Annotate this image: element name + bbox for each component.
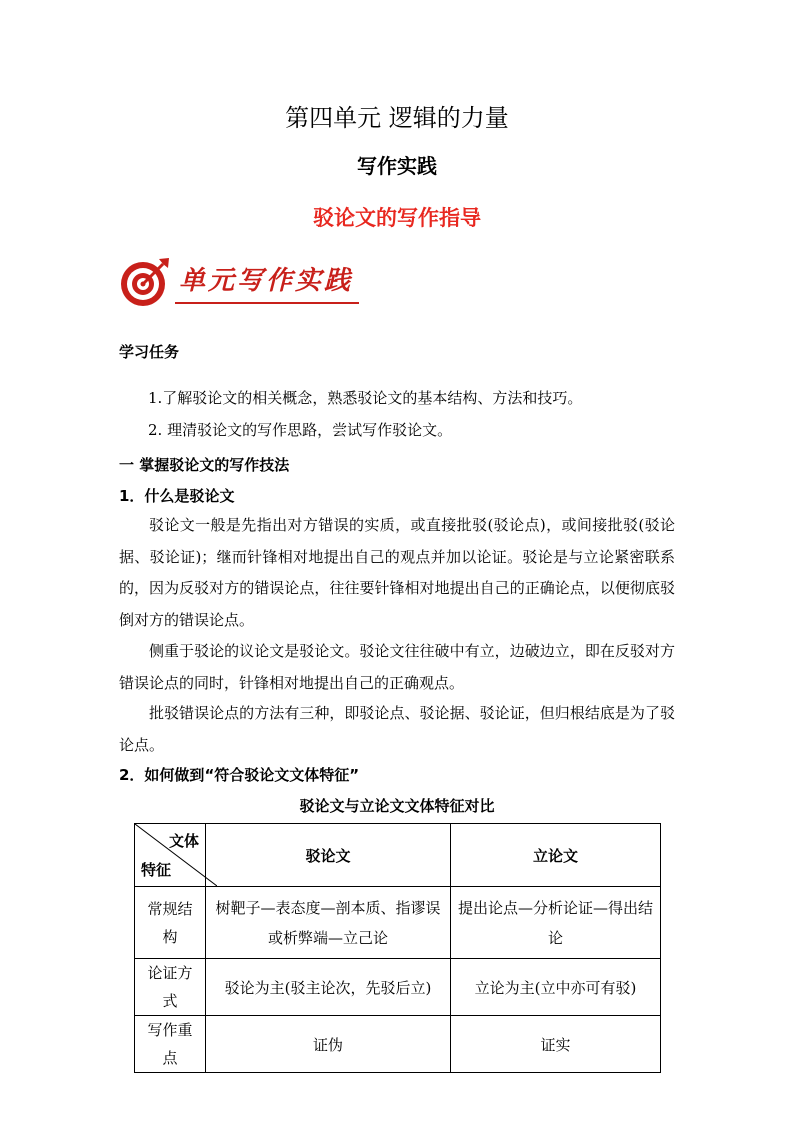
sub1-heading: 1．什么是驳论文 [119, 487, 235, 505]
row-label: 常规结构 [135, 887, 206, 959]
sub2-heading: 2．如何做到“符合驳论文文体特征” [119, 766, 360, 784]
corner-bottom-label: 特征 [141, 861, 172, 879]
document-title: 驳论文的写作指导 [313, 206, 481, 230]
table-row [135, 959, 661, 1016]
part1-heading: 一 掌握驳论文的写作技法 [119, 456, 290, 474]
header-col2: 立论文 [451, 824, 661, 887]
row-cell-col2: 提出论点—分析论证—得出结论 [451, 887, 661, 959]
row-label: 写作重点 [135, 1016, 206, 1073]
comparison-table [134, 823, 661, 1073]
header-col1: 驳论文 [206, 824, 451, 887]
unit-title: 第四单元 逻辑的力量 [285, 104, 509, 132]
row-cell-col1: 驳论为主(驳主论次，先驳后立) [206, 959, 451, 1016]
task-item-1: 1.了解驳论文的相关概念，熟悉驳论文的基本结构、方法和技巧。 [148, 389, 583, 407]
row-cell-col2: 立论为主(立中亦可有驳) [451, 959, 661, 1016]
table-title: 驳论文与立论文文体特征对比 [299, 797, 495, 815]
table-row [135, 887, 661, 959]
row-cell-col1: 树靶子—表态度—剖本质、指谬误或析弊端—立己论 [206, 887, 451, 959]
paragraph-2: 侧重于驳论的议论文是驳论文。驳论文往往破中有立，边破边立，即在反驳对方错误论点的同时，针锋相对地提出自己的正确观点。 [119, 642, 675, 692]
banner-text: 单元写作实践 [179, 266, 354, 296]
section-title: 写作实践 [357, 154, 437, 178]
task-item-2: 2. 理清驳论文的写作思路，尝试写作驳论文。 [148, 421, 453, 439]
table-row [135, 1016, 661, 1073]
table-corner-cell [135, 824, 206, 887]
target-icon [119, 256, 171, 308]
paragraph-3: 批驳错误论点的方法有三种，即驳论点、驳论据、驳论证，但归根结底是为了驳论点。 [119, 704, 675, 754]
row-cell-col1: 证伪 [206, 1016, 451, 1073]
banner-underline [175, 302, 359, 304]
tasks-heading: 学习任务 [119, 343, 180, 361]
unit-writing-banner [119, 256, 359, 308]
row-label: 论证方式 [135, 959, 206, 1016]
row-cell-col2: 证实 [451, 1016, 661, 1073]
corner-top-label: 文体 [168, 832, 199, 850]
paragraph-1: 驳论文一般是先指出对方错误的实质，或直接批驳(驳论点)，或间接批驳(驳论据、驳论证)；继而针锋相对地提出自己的观点并加以论证。驳论是与立论紧密联系的，因为反驳对方的错误论点，往往要针锋相对地提出自己的正确论点，以便彻底驳倒对方的错误论点。 [119, 516, 675, 629]
